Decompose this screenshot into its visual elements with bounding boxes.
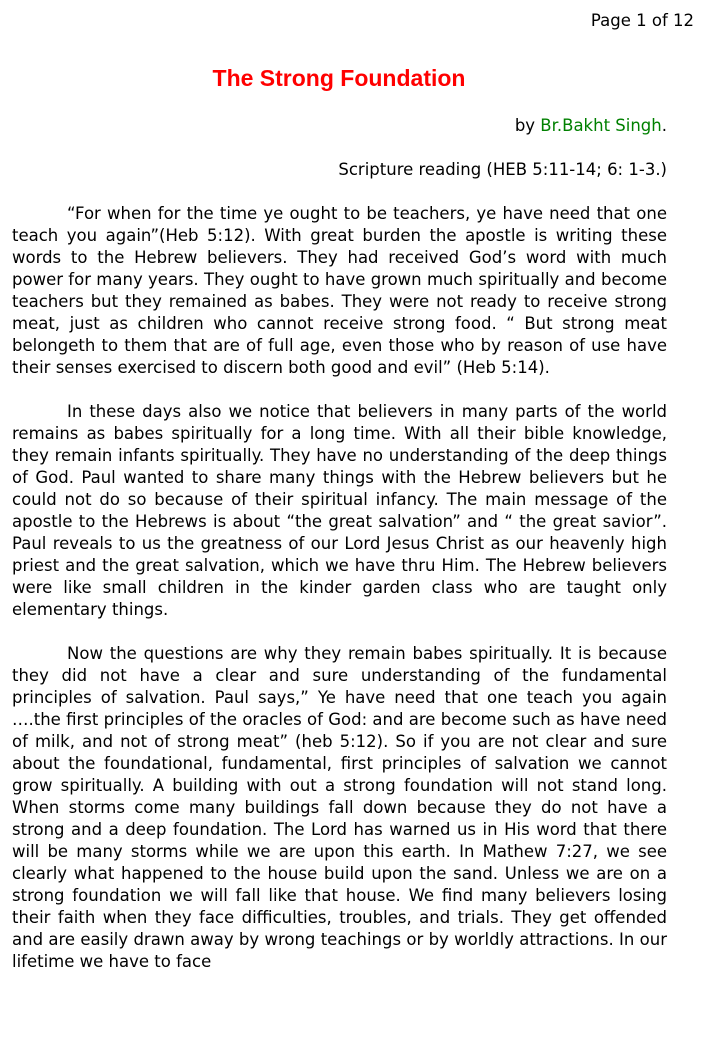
paragraph: “For when for the time ye ought to be teachers, ye have need that one teach you again”(Heb 5:12). With great burden the apostle is writing these words to the Hebrew believers. They had received God’s word with much power for many years. They ought to have grown much spiritually and become teachers but they remained as babes. They were not ready to receive strong meat, just as children who cannot receive strong food. “ But strong meat belongeth to them that are of full age, even those who by reason of use have their senses exercised to discern both good and evil” (Heb 5:14).	[12, 204, 667, 377]
author-suffix: .	[661, 116, 667, 135]
author-line	[515, 115, 667, 137]
page-number: Page 1 of 12	[590, 11, 694, 30]
paragraph: Now the questions are why they remain babes spiritually. It is because they did not have a clear and sure understanding of the fundamental principles of salvation. Paul says,” Ye have need that one teach you again ….the first principles of the oracles of God: and are become such as have need of milk, and not of strong meat” (heb 5:12). So if you are not clear and sure about the foundational, fundamental, first principles of salvation we cannot grow spiritually. A building with out a strong foundation will not stand long. When storms come many buildings fall down because they do not have a strong and a deep foundation. The Lord has warned us in His word that there will be many storms while we are upon this earth. In Mathew 7:27, we see clearly what happened to the house build upon the sand. Unless we are on a strong foundation we will fall like that house. We find many believers losing their faith when they face difficulties, troubles, and trials. They get offended and are easily drawn away by wrong teachings or by worldly attractions. In our lifetime we have to face	[12, 644, 667, 971]
author-prefix: by	[514, 116, 541, 135]
scripture-reading: Scripture reading (HEB 5:11-14; 6: 1-3.)	[338, 160, 667, 179]
paragraph: In these days also we notice that believers in many parts of the world remains as babes spiritually for a long time. With all their bible knowledge, they remain infants spiritually. They have no understanding of the deep things of God. Paul wanted to share many things with the Hebrew believers but he could not do so because of their spiritual infancy. The main message of the apostle to the Hebrews is about “the great salvation” and “ the great savior”. Paul reveals to us the greatness of our Lord Jesus Christ as our heavenly high priest and the great salvation, which we have thru Him. The Hebrew believers were like small children in the kinder garden class who are taught only elementary things.	[12, 402, 667, 619]
author-name: Br.Bakht Singh	[540, 116, 662, 135]
document-body	[12, 203, 667, 995]
document-title: The Strong Foundation	[212, 65, 466, 91]
